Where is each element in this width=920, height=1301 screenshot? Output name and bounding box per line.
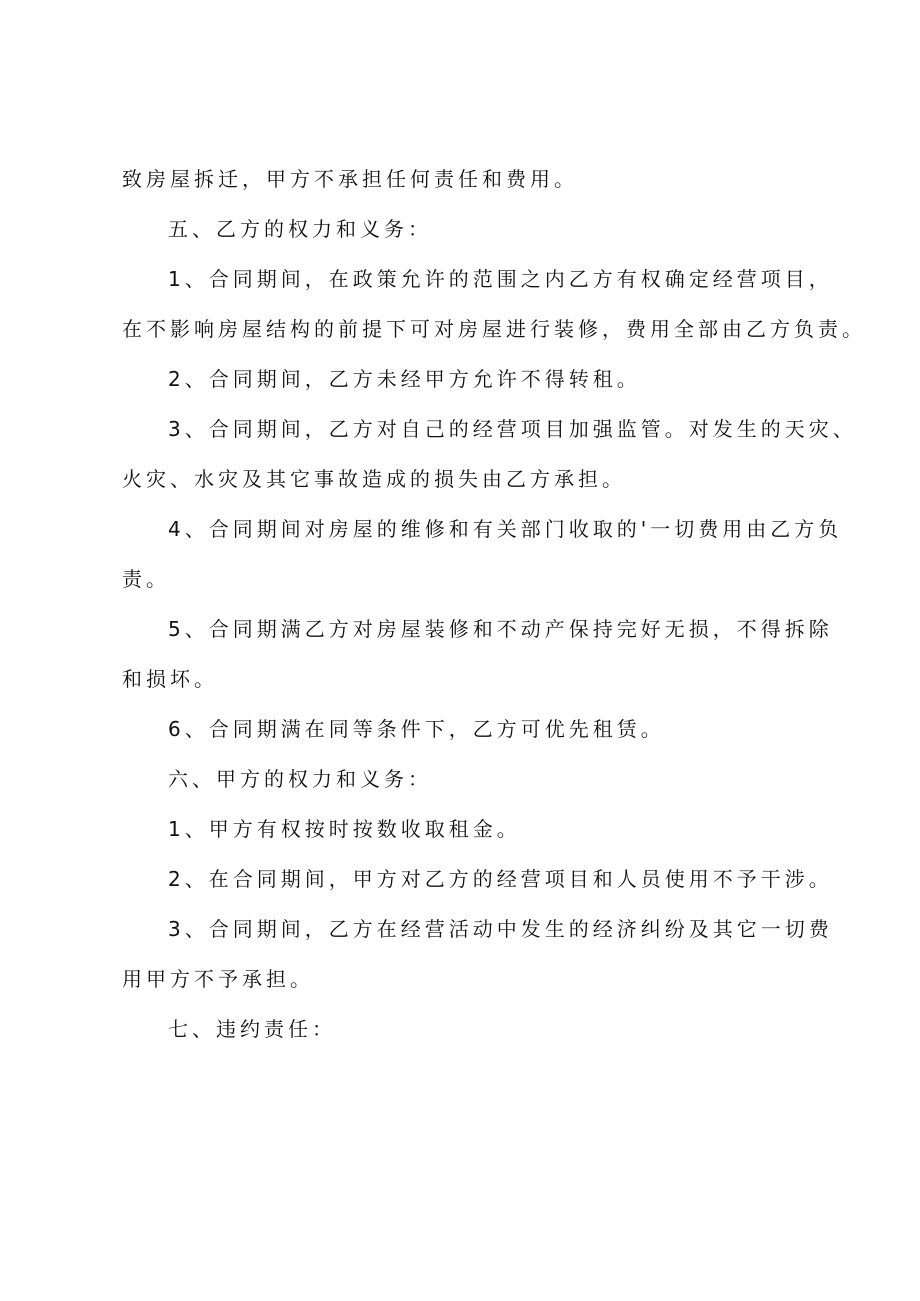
section-heading: 五、乙方的权力和义务： — [168, 217, 432, 241]
section-heading: 六、甲方的权力和义务： — [168, 767, 432, 791]
clause-line: 1、合同期间，在政策允许的范围之内乙方有权确定经营项目， — [168, 267, 833, 291]
clause-line: 6、合同期满在同等条件下，乙方可优先租赁。 — [168, 717, 665, 741]
clause-continuation: 用甲方不予承担。 — [122, 967, 314, 991]
clause-line: 4、合同期间对房屋的维修和有关部门收取的'一切费用由乙方负 — [168, 517, 843, 541]
clause-line: 2、在合同期间，甲方对乙方的经营项目和人员使用不予干涉。 — [168, 867, 833, 891]
section-heading: 七、违约责任： — [168, 1017, 336, 1041]
clause-continuation: 和损坏。 — [122, 667, 218, 691]
document-body — [122, 154, 866, 1054]
clause-line: 3、合同期间，乙方在经营活动中发生的经济纠纷及其它一切费 — [168, 917, 833, 941]
clause-continuation: 责。 — [122, 567, 170, 591]
clause-line: 1、甲方有权按时按数收取租金。 — [168, 817, 521, 841]
clause-continuation: 火灾、水灾及其它事故造成的损失由乙方承担。 — [122, 467, 626, 491]
clause-line: 5、合同期满乙方对房屋装修和不动产保持完好无损，不得拆除 — [168, 617, 833, 641]
paragraph-line: 致房屋拆迁，甲方不承担任何责任和费用。 — [122, 167, 578, 191]
clause-continuation: 在不影响房屋结构的前提下可对房屋进行装修，费用全部由乙方负责。 — [122, 317, 866, 341]
clause-line: 2、合同期间，乙方未经甲方允许不得转租。 — [168, 367, 641, 391]
clause-line: 3、合同期间，乙方对自己的经营项目加强监管。对发生的天灾、 — [168, 417, 857, 441]
